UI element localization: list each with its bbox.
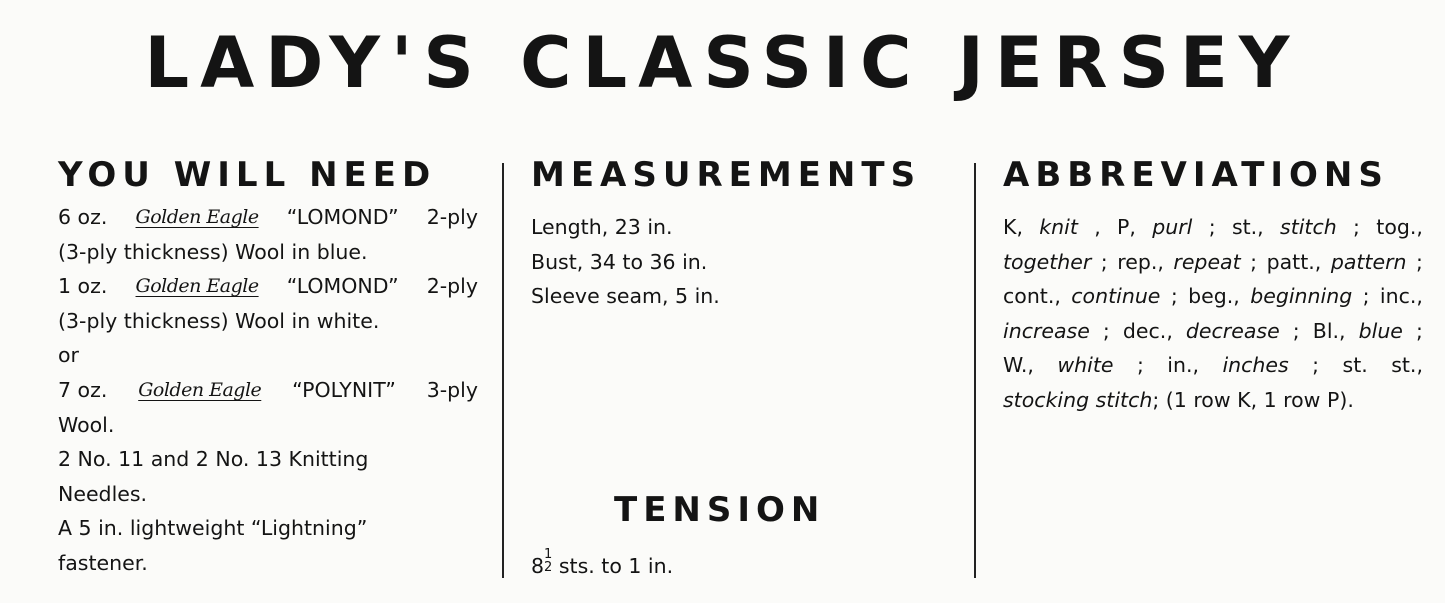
measurements-section	[531, 155, 951, 314]
abbr-meaning: beginning	[1250, 284, 1353, 309]
abbr-text: inc.,	[1379, 284, 1423, 309]
abbr-meaning: inches	[1222, 353, 1289, 378]
abbr-meaning: pattern	[1330, 249, 1407, 274]
materials-line: Wool.	[58, 412, 115, 437]
abbr-line	[1003, 210, 1423, 245]
abbreviations-list	[1003, 210, 1423, 418]
column-divider	[502, 163, 504, 578]
abbreviations-heading: ABBREVIATIONS	[1003, 155, 1389, 195]
abbr-text: ;	[1362, 284, 1370, 309]
measurement-bust: Bust, 34 to 36 in.	[531, 249, 708, 274]
materials-heading: YOU WILL NEED	[58, 155, 437, 195]
materials-line: 1 oz. Golden Eagle “LOMOND” 2-ply	[58, 269, 478, 304]
abbr-text: in.,	[1167, 353, 1200, 378]
abbr-meaning: stitch	[1280, 215, 1337, 239]
abbr-text: cont.,	[1003, 284, 1061, 309]
materials-line: (3-ply thickness) Wool in white.	[58, 308, 380, 333]
abbr-text: ;	[1312, 353, 1320, 378]
abbr-text: ;	[1250, 249, 1258, 274]
abbr-text: st.,	[1231, 215, 1264, 239]
materials-line: fastener.	[58, 550, 148, 575]
golden-eagle-logo: Golden Eagle	[135, 275, 259, 298]
abbr-text: ;	[1416, 249, 1423, 274]
abbr-text: ;	[1208, 215, 1216, 239]
materials-line: A 5 in. lightweight “Lightning”	[58, 516, 368, 541]
abbr-line	[1003, 348, 1423, 383]
abbr-meaning: increase	[1003, 318, 1090, 343]
abbr-text: patt.,	[1266, 249, 1322, 274]
abbreviations-section	[1003, 155, 1423, 418]
abbr-line	[1003, 314, 1423, 349]
materials-line: 7 oz. Golden Eagle “POLYNIT” 3-ply	[58, 373, 478, 408]
abbr-meaning: knit	[1039, 215, 1078, 239]
abbr-line	[1003, 245, 1423, 280]
abbr-meaning: purl	[1152, 215, 1193, 239]
golden-eagle-logo: Golden Eagle	[138, 378, 262, 401]
measurement-sleeve: Sleeve seam, 5 in.	[531, 284, 720, 309]
page-title: LADY'S CLASSIC JERSEY	[144, 22, 1301, 104]
materials-section	[58, 155, 478, 581]
abbr-text: st.,	[1391, 353, 1423, 378]
abbr-text: st.	[1342, 353, 1368, 378]
abbr-text: rep.,	[1117, 249, 1164, 274]
abbr-line	[1003, 383, 1423, 418]
materials-line: Needles.	[58, 481, 148, 506]
golden-eagle-logo: Golden Eagle	[135, 206, 259, 228]
abbr-text: dec.,	[1122, 318, 1173, 343]
abbr-meaning: white	[1057, 353, 1114, 378]
abbr-text: ;	[1353, 215, 1360, 239]
materials-line: (3-ply thickness) Wool in blue.	[58, 239, 368, 264]
measurements-heading: MEASUREMENTS	[531, 155, 922, 195]
measurement-length: Length, 23 in.	[531, 215, 673, 239]
abbr-text: W.,	[1003, 353, 1034, 378]
abbr-text: K,	[1003, 215, 1023, 239]
materials-line: 6 oz. Golden Eagle “LOMOND” 2-ply	[58, 200, 478, 235]
fraction: 1 2	[544, 547, 553, 575]
abbr-text: ;	[1292, 318, 1300, 343]
abbr-line	[1003, 279, 1423, 314]
abbr-text: ;	[1136, 353, 1144, 378]
abbr-meaning: decrease	[1185, 318, 1280, 343]
abbr-text: ;	[1416, 318, 1423, 343]
materials-line: 2 No. 11 and 2 No. 13 Knitting	[58, 447, 369, 472]
abbr-text: tog.,	[1376, 215, 1423, 239]
measurements-list	[531, 210, 951, 314]
abbr-text: Bl.,	[1312, 318, 1346, 343]
abbr-meaning: repeat	[1173, 249, 1241, 274]
tension-section	[614, 490, 826, 530]
abbr-meaning: together	[1003, 249, 1092, 274]
abbr-text: P,	[1117, 215, 1136, 239]
abbr-meaning: stocking stitch	[1003, 387, 1153, 412]
abbr-text: ;	[1100, 249, 1108, 274]
abbr-text: ;	[1170, 284, 1178, 309]
column-divider	[974, 163, 976, 578]
tension-value: 81 2 sts. to 1 in.	[531, 547, 674, 578]
abbr-meaning: continue	[1071, 284, 1161, 309]
abbr-text: ,	[1094, 215, 1101, 239]
materials-list	[58, 200, 478, 581]
abbr-meaning: blue	[1358, 318, 1403, 343]
abbr-text: beg.,	[1188, 284, 1240, 309]
materials-line: or	[58, 343, 79, 368]
tension-heading: TENSION	[614, 490, 826, 530]
abbr-text: ;	[1102, 318, 1110, 343]
abbr-text: ; (1 row K, 1 row P).	[1152, 387, 1354, 412]
